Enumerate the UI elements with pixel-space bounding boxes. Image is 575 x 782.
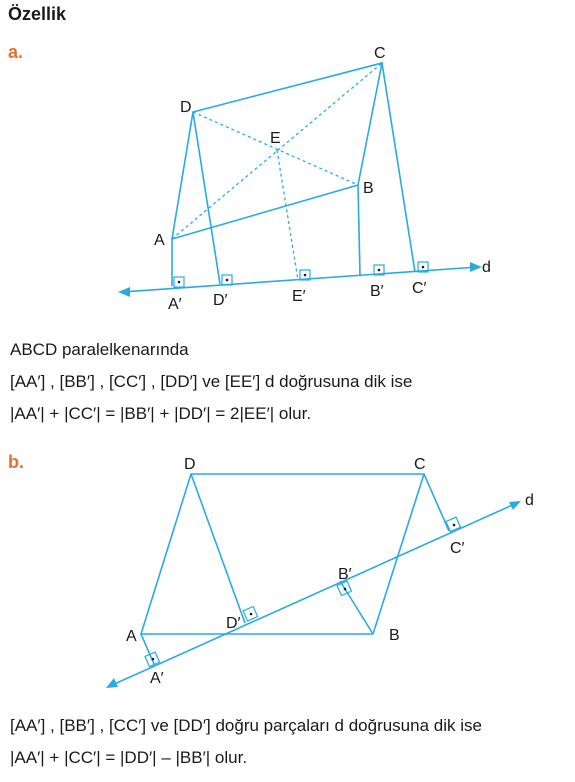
part-a-text-2: [AA′] , [BB′] , [CC′] , [DD′] ve [EE′] d doğrusuna dik ise	[10, 372, 413, 391]
line-label-d-a: d	[482, 259, 491, 276]
point-label-e1: E′	[292, 288, 306, 305]
point-label-a: A	[154, 232, 165, 249]
part-b-text-1: [AA′] , [BB′] , [CC′] ve [DD′] doğru parçaları d doğrusuna dik ise	[10, 716, 482, 735]
point-label-d: D	[180, 99, 192, 116]
part-a-text-3: |AA′| + |CC′| = |BB′| + |DD′| = 2|EE′| olur.	[10, 404, 312, 423]
arrowhead-left-b	[106, 678, 118, 688]
part-a-text-1: ABCD paralelkenarında	[10, 340, 189, 359]
point-label-b: B	[363, 180, 374, 197]
point-label-a1: A′	[168, 296, 182, 313]
right-angle-marks-b	[145, 517, 461, 667]
arrowhead-right-b	[509, 501, 521, 510]
segment-dd1-b	[191, 474, 245, 623]
part-a-label: a.	[8, 42, 24, 62]
section-heading: Özellik	[8, 4, 67, 24]
point-label-c1: C′	[412, 280, 427, 297]
point-label-d1-b: D′	[226, 615, 241, 632]
point-label-b-b: B	[389, 627, 400, 644]
point-label-b1-b: B′	[338, 566, 352, 583]
point-label-b1: B′	[370, 283, 384, 300]
point-label-a-b: A	[126, 628, 137, 645]
point-label-e: E	[270, 130, 281, 147]
point-label-c-b: C	[414, 456, 426, 473]
line-label-d-b: d	[525, 492, 534, 509]
point-label-c: C	[374, 45, 386, 62]
part-b-text-2: |AA′| + |CC′| = |DD′| – |BB′| olur.	[10, 748, 248, 767]
point-label-a1-b: A′	[150, 670, 164, 687]
parallelogram-abcd-b	[141, 474, 424, 634]
point-label-d1: D′	[213, 292, 228, 309]
point-label-c1-b: C′	[450, 540, 465, 557]
segment-cc1-b	[424, 474, 449, 531]
part-b-label: b.	[8, 452, 24, 472]
line-d-b	[110, 503, 517, 686]
point-label-d-b: D	[184, 456, 196, 473]
